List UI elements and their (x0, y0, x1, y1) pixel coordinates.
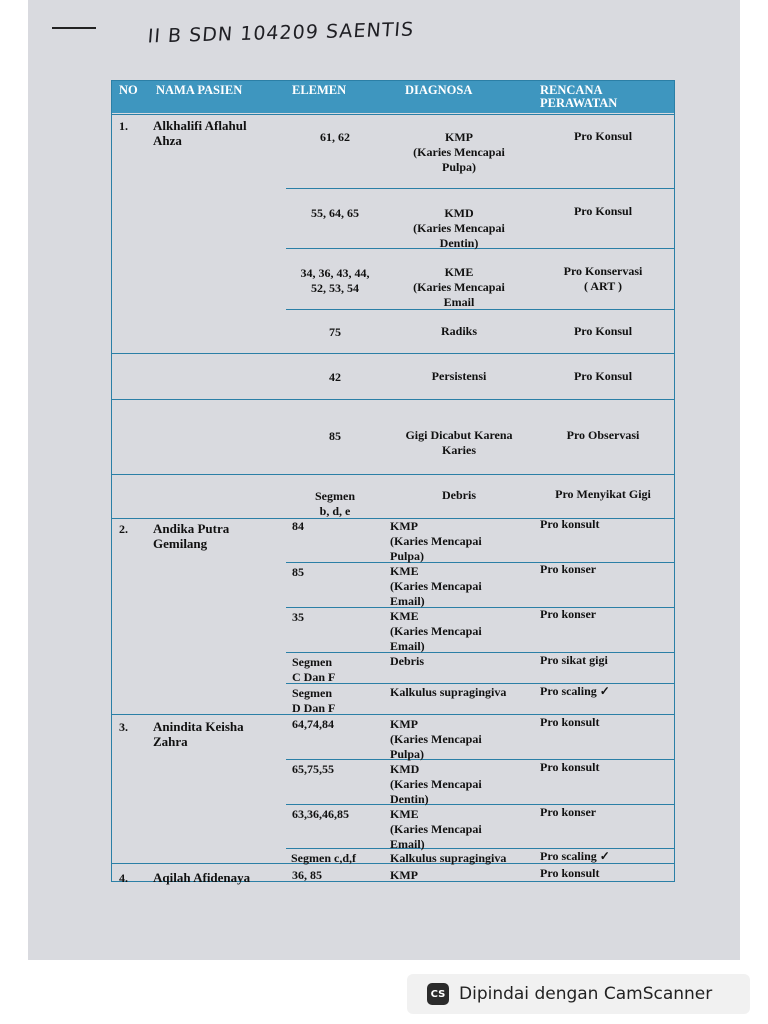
plan-cell: Pro konsult (540, 866, 600, 880)
diagnosis-cell: Kalkulus supragingiva (390, 685, 507, 699)
diagnosis-cell: KME (Karies Mencapai Email) (390, 564, 482, 608)
plan-cell: Pro Menyikat Gigi (555, 487, 651, 501)
plan-cell (540, 684, 610, 699)
patient-number: 3. (119, 720, 128, 734)
diagnosis-cell: KME (Karies Mencapai Email (413, 265, 505, 309)
camscanner-watermark (407, 974, 750, 1014)
element-cell: 61, 62 (320, 130, 350, 144)
element-cell: 36, 85 (292, 868, 322, 882)
checkmark-icon: ✓ (599, 684, 610, 698)
plan-cell: Pro konser (540, 562, 597, 576)
diagnosis-cell: Debris (390, 654, 424, 668)
patient-name: Andika Putra Gemilang (153, 521, 230, 551)
diagnosis-cell: Persistensi (431, 369, 487, 383)
table-header-row (112, 81, 674, 113)
row-divider (286, 683, 674, 684)
header-element: ELEMEN (292, 83, 347, 97)
diagnosis-cell: KMP (Karies Mencapai Pulpa) (390, 519, 482, 563)
watermark-label: Dipindai dengan CamScanner (459, 984, 713, 1004)
plan-cell: Pro konser (540, 607, 597, 621)
plan-cell (540, 849, 610, 864)
diagnosis-cell: KMD (Karies Mencapai Dentin) (390, 762, 482, 806)
element-cell: 85 (329, 429, 341, 443)
pen-dash-mark (52, 27, 96, 29)
header-plan: RENCANA PERAWATAN (540, 83, 618, 110)
plan-cell: Pro konsult (540, 517, 600, 531)
element-cell: 34, 36, 43, 44, 52, 53, 54 (300, 266, 370, 295)
diagnosis-cell: KME (Karies Mencapai Email) (390, 609, 482, 653)
row-divider (112, 399, 674, 400)
patient-number: 1. (119, 119, 128, 133)
element-cell: 65,75,55 (292, 762, 334, 776)
plan-cell: Pro Konsul (573, 369, 633, 383)
element-cell: 35 (292, 610, 304, 624)
row-divider (112, 114, 674, 115)
plan-cell: Pro Konservasi ( ART ) (563, 264, 643, 293)
element-cell: 75 (329, 325, 341, 339)
plan-cell: Pro Konsul (573, 129, 633, 143)
plan-cell: Pro konsult (540, 760, 600, 774)
row-divider (112, 474, 674, 475)
patient-name: Anindita Keisha Zahra (153, 719, 244, 749)
plan-cell: Pro Konsul (573, 324, 633, 338)
element-cell: 64,74,84 (292, 717, 334, 731)
plan-cell: Pro konsult (540, 715, 600, 729)
plan-text: Pro scaling (540, 684, 597, 698)
element-cell: Segmen b, d, e (315, 489, 355, 518)
element-cell: Segmen c,d,f (291, 851, 356, 865)
diagnosis-cell: KMD (Karies Mencapai Dentin) (413, 206, 505, 250)
patient-name: Aqilah Afidenaya (153, 870, 251, 885)
row-divider (286, 188, 674, 189)
header-diagnosis: DIAGNOSA (405, 83, 473, 97)
diagnosis-cell: KMP (Karies Mencapai Pulpa) (413, 130, 505, 174)
patient-name: Alkhalifi Aflahul Ahza (153, 118, 247, 148)
handwritten-class-label: II B SDN 104209 SAENTIS (146, 18, 415, 48)
diagnosis-cell: KMP (390, 868, 418, 882)
header-name: NAMA PASIEN (156, 83, 243, 97)
plan-text: Pro scaling (540, 849, 597, 863)
checkmark-icon: ✓ (599, 849, 610, 863)
element-cell: Segmen D Dan F (292, 686, 336, 715)
camscanner-icon: CS (427, 983, 449, 1005)
element-cell: 85 (292, 565, 304, 579)
element-cell: 63,36,46,85 (292, 807, 349, 821)
element-cell: 55, 64, 65 (311, 206, 359, 220)
diagnosis-cell: Kalkulus supragingiva (390, 851, 507, 865)
diagnosis-cell: KMP (Karies Mencapai Pulpa) (390, 717, 482, 761)
element-cell: Segmen C Dan F (292, 655, 336, 684)
plan-cell: Pro konser (540, 805, 597, 819)
plan-cell: Pro sikat gigi (540, 653, 608, 667)
patient-number: 2. (119, 522, 128, 536)
plan-cell: Pro Konsul (573, 204, 633, 218)
patient-table (111, 80, 675, 885)
row-divider (112, 353, 674, 354)
patient-number: 4. (119, 871, 128, 885)
element-cell: 84 (292, 519, 304, 533)
diagnosis-cell: Debris (442, 488, 476, 502)
diagnosis-cell: KME (Karies Mencapai Email) (390, 807, 482, 851)
plan-cell: Pro Observasi (566, 428, 640, 442)
header-no: NO (119, 83, 138, 97)
element-cell: 42 (329, 370, 341, 384)
diagnosis-cell: Gigi Dicabut Karena Karies (405, 428, 513, 457)
diagnosis-cell: Radiks (440, 324, 478, 338)
